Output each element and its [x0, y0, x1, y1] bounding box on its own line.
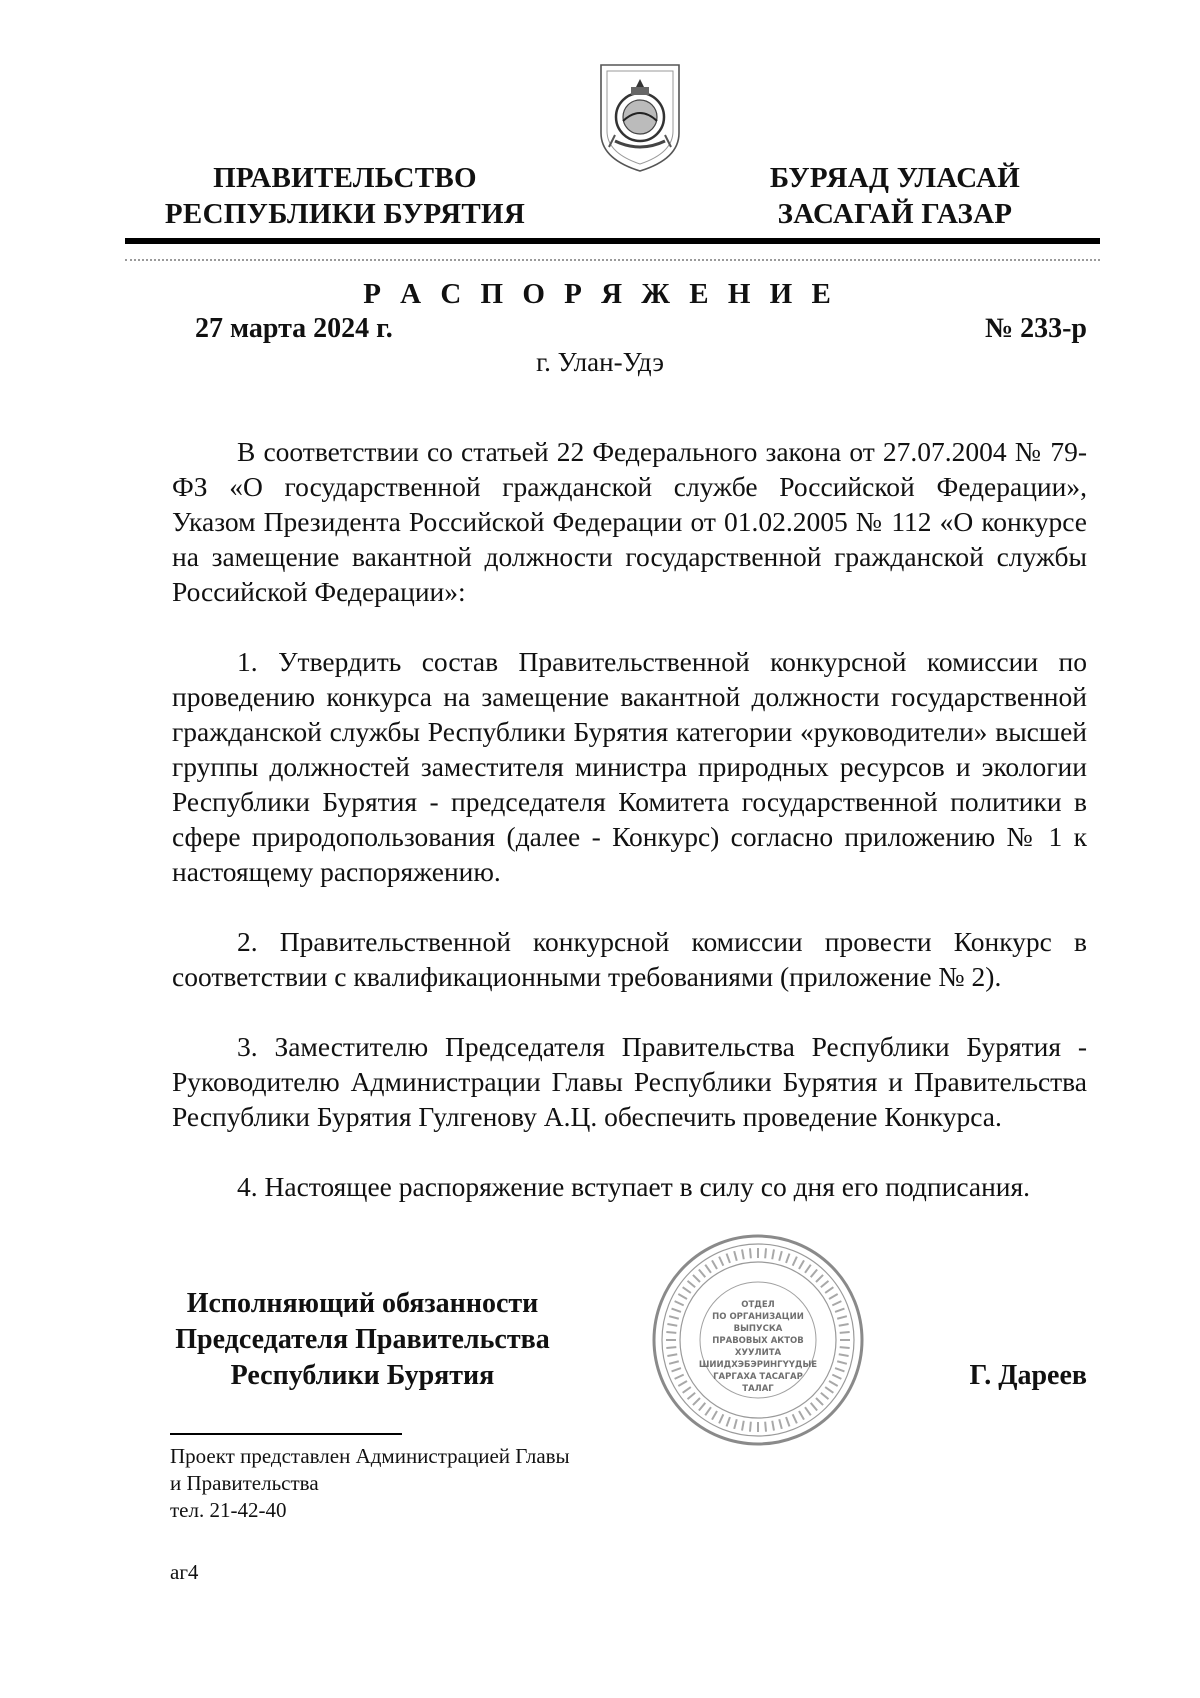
seal-ring-mark: [829, 1294, 838, 1299]
seal-ring-mark: [811, 1403, 817, 1411]
seal-ring-mark: [693, 1275, 700, 1282]
seal-ring-mark: [712, 1260, 717, 1269]
seal-ring-mark: [825, 1387, 833, 1393]
order-title: Р А С П О Р Я Ж Е Н И Е: [363, 278, 837, 310]
footnote-rule: [170, 1433, 402, 1435]
seal-ring-mark: [840, 1332, 850, 1333]
seal-line-2: ПО ОРГАНИЗАЦИИ: [712, 1312, 804, 1322]
seal-ring-mark: [683, 1387, 691, 1393]
seal-line-5: ХУУЛИТА: [734, 1348, 782, 1358]
seal-ring-mark: [678, 1294, 687, 1299]
clause-3: 3. Заместителю Председателя Правительства Республики Бурятия - Руководителю Администрации Главы Республики Бурятия и Правительства Республики Бурятия Гулгенову А.Ц. обеспечить проведение Конкурса.: [172, 1031, 1087, 1132]
header-left-line-2: РЕСПУБЛИКИ БУРЯТИЯ: [164, 198, 526, 230]
seal-ring-mark: [683, 1287, 691, 1293]
seal-ring-mark: [786, 1254, 789, 1263]
seal-ring-mark: [816, 1275, 823, 1282]
seal-ring-mark: [765, 1248, 766, 1258]
header-left-line-1: ПРАВИТЕЛЬСТВО: [213, 162, 477, 194]
seal-ring-mark: [727, 1254, 730, 1263]
seal-ring-mark: [821, 1281, 829, 1287]
seal-ring-mark: [793, 1414, 797, 1423]
seal-ring-mark: [693, 1398, 700, 1405]
seal-ring-mark: [742, 1421, 744, 1431]
signer-name: Г. Дареев: [969, 1360, 1087, 1391]
seal-ring-mark: [742, 1249, 744, 1259]
signer-position-line-2: Председателя Правительства: [175, 1324, 550, 1355]
seal-ring-mark: [839, 1354, 849, 1356]
seal-ring-mark: [832, 1375, 841, 1379]
seal-line-7: ГАРГАХА ТАСАГАР: [713, 1372, 803, 1382]
coat-of-arms-icon: [595, 55, 685, 175]
order-date: 27 марта 2024 г.: [195, 313, 393, 344]
footnote-line-2: и Правительства: [170, 1471, 319, 1495]
seal-ring-mark: [705, 1265, 711, 1273]
seal-line-6: ШИИДХЭБЭРИНГҮҮДЫЕ: [698, 1360, 818, 1370]
seal-ring-mark: [705, 1407, 711, 1415]
seal-line-1: ОТДЕЛ: [741, 1300, 775, 1310]
seal-ring-mark: [672, 1368, 681, 1371]
signer-position-line-3: Республики Бурятия: [230, 1360, 495, 1391]
clause-4: 4. Настоящее распоряжение вступает в силу со дня его подписания.: [237, 1171, 1031, 1202]
seal-ring-mark: [750, 1422, 751, 1432]
seal-ring-mark: [811, 1270, 817, 1278]
seal-ring-mark: [821, 1393, 829, 1399]
seal-ring-mark: [805, 1407, 811, 1415]
seal-ring-mark: [825, 1287, 833, 1293]
seal-ring-mark: [786, 1417, 789, 1426]
header-right: [735, 160, 1055, 232]
preamble-paragraph: В соответствии со статьей 22 Федерального закона от 27.07.2004 № 79-ФЗ «О государственной гражданской службе Российской Федерации», Указом Президента Российской Федерации от 01.02.2005 № 112 «О конкурсе на замещение вакантной должности государственной гражданской службы Российской Федерации»:: [172, 436, 1087, 607]
seal-ring-mark: [699, 1403, 705, 1411]
signer-position: [140, 1286, 585, 1394]
seal-ring-mark: [835, 1368, 844, 1371]
seal-ring-mark: [719, 1414, 723, 1423]
seal-ring-mark: [750, 1248, 751, 1258]
seal-ring-mark: [835, 1309, 844, 1312]
header-rule: [125, 238, 1100, 244]
seal-ring-mark: [699, 1270, 705, 1278]
seal-ring-mark: [669, 1361, 679, 1364]
seal-ring-mark: [669, 1316, 679, 1319]
seal-ring-mark: [837, 1316, 847, 1319]
seal-ring-mark: [734, 1251, 737, 1261]
seal-ring-mark: [772, 1249, 774, 1259]
seal-ring-mark: [712, 1411, 717, 1420]
seal-ring-mark: [678, 1381, 687, 1386]
clause-1: 1. Утвердить состав Правительственной конкурсной комиссии по проведению конкурса на замещение вакантной должности государственной гражданской службы Республики Бурятия категории «руководители» высшей группы должностей заместителя министра природных ресурсов и экологии Республики Бурятия - председателя Комитета государственной политики в сфере природопользования (далее - Конкурс) согласно приложению № 1 к настоящему распоряжению.: [172, 646, 1087, 887]
seal-ring-mark: [667, 1354, 677, 1356]
order-body: [172, 434, 1087, 1239]
seal-ring-mark: [719, 1257, 723, 1266]
seal-ring-mark: [772, 1421, 774, 1431]
seal-ring-mark: [666, 1332, 676, 1333]
seal-ring-mark: [675, 1375, 684, 1379]
header-right-line-2: ЗАСАГАЙ ГАЗАР: [777, 198, 1013, 230]
seal-ring-mark: [816, 1398, 823, 1405]
seal-ring-mark: [765, 1422, 766, 1432]
signer-position-line-1: Исполняющий обязанности: [186, 1288, 539, 1319]
order-city: г. Улан-Удэ: [536, 347, 664, 377]
seal-ring-mark: [675, 1301, 684, 1305]
seal-ring-mark: [779, 1251, 782, 1261]
seal-ring-mark: [779, 1419, 782, 1429]
seal-ring-mark: [837, 1361, 847, 1364]
seal-ring-mark: [793, 1257, 797, 1266]
seal-ring-mark: [734, 1419, 737, 1429]
seal-ring-mark: [688, 1393, 696, 1399]
header-right-line-1: БУРЯАД УЛАСАЙ: [769, 162, 1021, 194]
seal-line-8: ТАЛАГ: [742, 1384, 774, 1394]
header-left: [150, 160, 540, 232]
clause-2: 2. Правительственной конкурсной комиссии провести Конкурс в соответствии с квалификационными требованиями (приложение № 2).: [172, 926, 1087, 992]
seal-ring-mark: [840, 1347, 850, 1348]
seal-ring-mark: [829, 1381, 838, 1386]
seal-ring-mark: [799, 1411, 804, 1420]
header-dotted-rule: [125, 259, 1100, 261]
official-seal: [648, 1230, 868, 1450]
seal-ring-mark: [832, 1301, 841, 1305]
seal-ring-mark: [667, 1324, 677, 1326]
seal-line-4: ПРАВОВЫХ АКТОВ: [712, 1336, 804, 1346]
seal-ring-mark: [666, 1347, 676, 1348]
seal-ring-mark: [839, 1324, 849, 1326]
seal-ring-mark: [727, 1417, 730, 1426]
seal-ring-mark: [805, 1265, 811, 1273]
footnote-line-3: тел. 21-42-40: [170, 1498, 287, 1522]
seal-line-3: ВЫПУСКА: [733, 1324, 783, 1334]
seal-ring-mark: [688, 1281, 696, 1287]
footnote: [170, 1443, 570, 1524]
seal-ring-mark: [672, 1309, 681, 1312]
document-code: аг4: [170, 1560, 199, 1584]
footnote-line-1: Проект представлен Администрацией Главы: [170, 1444, 570, 1468]
seal-ring-mark: [799, 1260, 804, 1269]
order-number: № 233-р: [984, 313, 1087, 344]
